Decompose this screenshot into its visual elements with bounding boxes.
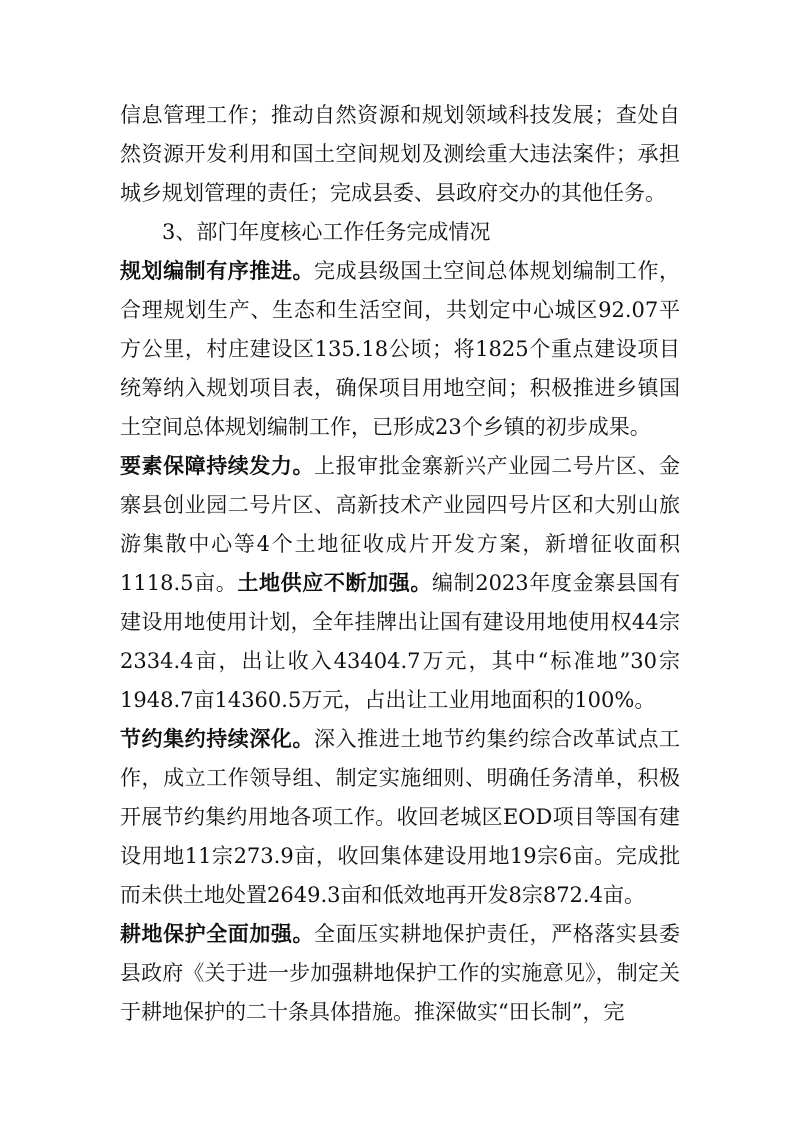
section-title: 规划编制有序推进。	[120, 259, 315, 283]
section-body: 上报审批金寨新兴产业园二号片区、金寨县创业园二号片区、高新技术产业园四号片区和大别山旅游集散中心等4个土地征收成片开发方案，新增征收面积1118.5亩。	[120, 454, 681, 595]
section-body: 全面压实耕地保护责任，严格落实县委县政府《关于进一步加强耕地保护工作的实施意见》，制定关于耕地保护的二十条具体措施。推深做实“田长制”，完	[120, 922, 681, 1024]
section-body: 深入推进土地节约集约综合改革试点工作，成立工作领导组、制定实施细则、明确任务清单，积极开展节约集约用地各项工作。收回老城区EOD项目等国有建设用地11宗273.9亩，收回集体建设用地19宗6亩。完成批而未供土地处置2649.3亩和低效地再开发8宗872.4亩。	[120, 727, 681, 907]
section-title: 要素保障持续发力。	[120, 454, 315, 478]
section-body: 编制2023年度金寨县国有建设用地使用计划，全年挂牌出让国有建设用地使用权44宗2334.4亩，出让收入43404.7万元，其中“标准地”30宗1948.7亩14360.5万元，占出让工业用地面积的100%。	[120, 571, 681, 712]
section-heading: 3、部门年度核心工作任务完成情况	[162, 220, 491, 244]
section-farmland-protection	[120, 915, 680, 1032]
section-title: 节约集约持续深化。	[120, 727, 315, 751]
section-land-elements	[120, 447, 680, 720]
section-title: 耕地保护全面加强。	[120, 922, 315, 946]
intro-paragraph: 信息管理工作；推动自然资源和规划领域科技发展；查处自然资源开发利用和国土空间规划及测绘重大违法案件；承担城乡规划管理的责任；完成县委、县政府交办的其他任务。	[120, 103, 680, 205]
document-page	[120, 96, 680, 1032]
section-planning	[120, 252, 680, 447]
section-body: 完成县级国土空间总体规划编制工作，合理规划生产、生态和生活空间，共划定中心城区92.07平方公里，村庄建设区135.18公顷；将1825个重点建设项目统筹纳入规划项目表，确保项目用地空间；积极推进乡镇国土空间总体规划编制工作，已形成23个乡镇的初步成果。	[120, 259, 681, 439]
section-land-saving	[120, 720, 680, 915]
section-title: 土地供应不断加强。	[237, 571, 432, 595]
